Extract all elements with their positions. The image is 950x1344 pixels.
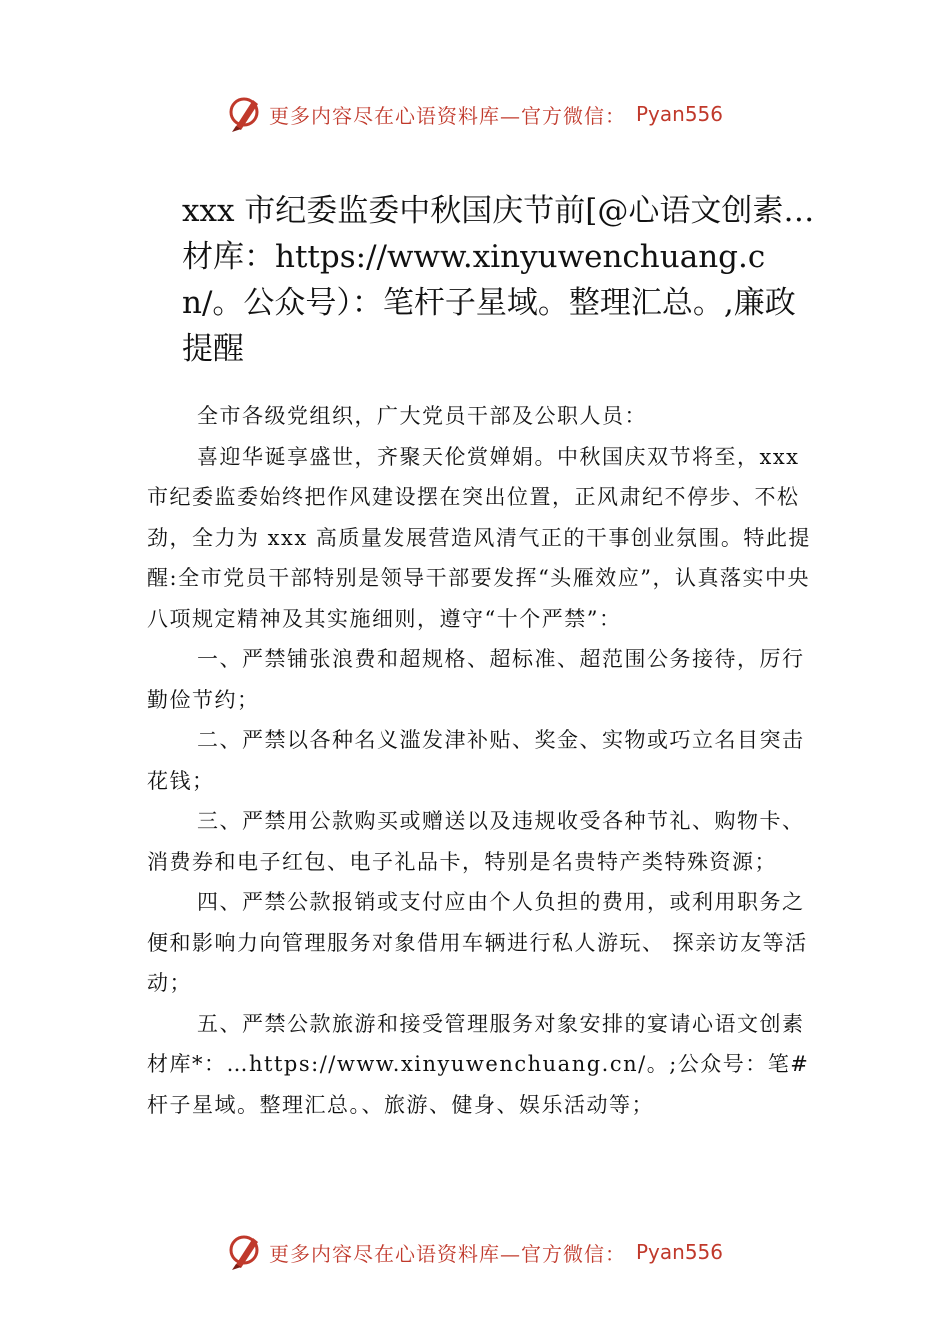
pen-logo-icon — [227, 1232, 263, 1272]
footer-banner — [0, 1232, 950, 1272]
banner-wechat-id: Pyan556 — [635, 102, 723, 126]
banner-wechat-id: Pyan556 — [635, 1240, 723, 1264]
paragraph-intro: 喜迎华诞享盛世，齐聚天伦赏婵娟。中秋国庆双节将至，xxx 市纪委监委始终把作风建设摆在突出位置，正风肃纪不停步、不松劲，全力为 xxx 高质量发展营造风清气正的干事创业氛围。特此提醒:全市党员干部特别是领导干部要发挥“头雁效应”，认真落实中央八项规定精神及其实施细则，遵守“十个严禁”： — [147, 444, 811, 631]
document-body — [147, 396, 819, 1125]
prohibition-1: 一、严禁铺张浪费和超规格、超标准、超范围公务接待，厉行勤俭节约； — [147, 647, 805, 712]
banner-text: 更多内容尽在心语资料库—官方微信： — [268, 1241, 626, 1266]
prohibition-3: 三、严禁用公款购买或赠送以及违规收受各种节礼、购物卡、消费券和电子红包、电子礼品卡，特别是名贵特产类特殊资源； — [147, 809, 805, 874]
pen-logo-icon — [227, 94, 263, 134]
prohibition-2: 二、严禁以各种名义滥发津补贴、奖金、实物或巧立名目突击花钱； — [147, 728, 805, 793]
banner-text: 更多内容尽在心语资料库—官方微信： — [268, 103, 626, 128]
prohibition-4: 四、严禁公款报销或支付应由个人负担的费用，或利用职务之便和影响力向管理服务对象借用车辆进行私人游玩、 探亲访友等活动； — [147, 890, 808, 995]
prohibition-5: 五、严禁公款旅游和接受管理服务对象安排的宴请心语文创素材库*：…https://www.xinyuwenchuang.cn/。;公众号：笔#杆子星域。整理汇总。、旅游、健身、娱乐活动等； — [147, 1011, 810, 1117]
salutation: 全市各级党组织，广大党员干部及公职人员： — [197, 404, 647, 428]
document-title: xxx 市纪委监委中秋国庆节前[@心语文创素…材库：https://www.xinyuwenchuang.cn/。公众号）：笔杆子星域。整理汇总。,廉政提醒 — [182, 193, 815, 367]
header-banner — [0, 94, 950, 134]
